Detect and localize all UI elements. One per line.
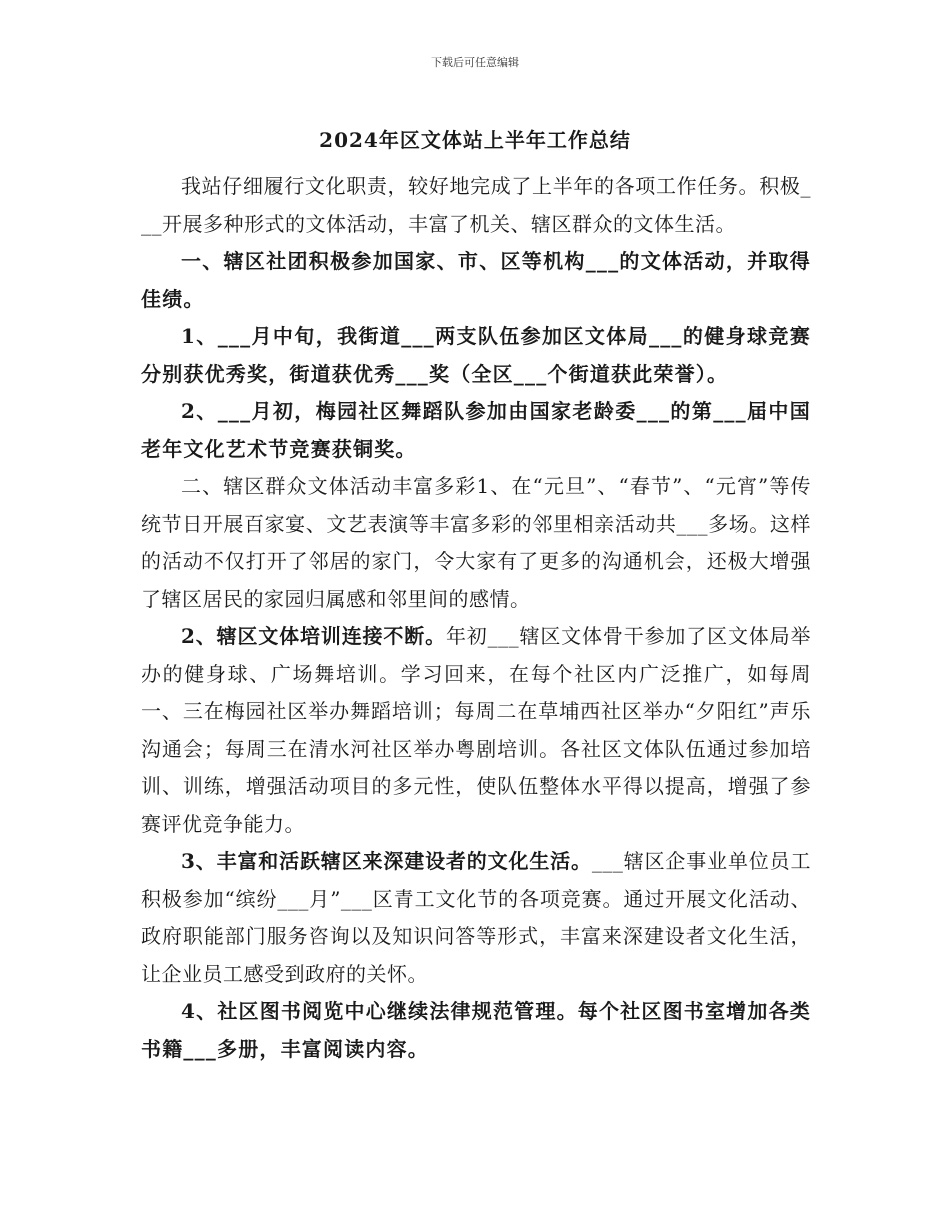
section-two-item-2 [141, 618, 811, 843]
section-two-item-3 [141, 843, 811, 993]
item-2-body: 年初___辖区文体骨干参加了区文体局举办的健身球、广场舞培训。学习回来，在每个社区内广泛推广，如每周一、三在梅园社区举办舞蹈培训；每周二在草埔西社区举办“夕阳红”声乐沟通会；每周三在清水河社区举办粤剧培训。各社区文体队伍通过参加培训、训练，增强活动项目的多元性，使队伍整体水平得以提高，增强了参赛评优竞争能力。 [141, 624, 811, 836]
section-two-paragraph: 二、辖区群众文体活动丰富多彩1、在“元旦”、“春节”、“元宵”等传统节日开展百家宴、文艺表演等丰富多彩的邻里相亲活动共___多场。这样的活动不仅打开了邻居的家门，令大家有了更多的沟通机会，还极大增强了辖区居民的家园归属感和邻里间的感情。 [141, 474, 811, 611]
section-one-item-2: 2、___月初，梅园社区舞蹈队参加由国家老龄委___的第___届中国老年文化艺术节竞赛获铜奖。 [141, 399, 811, 461]
page-header-note: 下载后可任意编辑 [431, 56, 519, 69]
section-two-item-4: 4、社区图书阅览中心继续法律规范管理。每个社区图书室增加各类书籍___多册，丰富阅读内容。 [141, 999, 811, 1061]
intro-paragraph: 我站仔细履行文化职责，较好地完成了上半年的各项工作任务。积极___开展多种形式的文体活动，丰富了机关、辖区群众的文体生活。 [141, 174, 811, 236]
document-body [141, 168, 811, 1068]
document-title: 2024年区文体站上半年工作总结 [319, 128, 631, 152]
item-3-body: ___辖区企事业单位员工积极参加“缤纷___月”___区青工文化节的各项竞赛。通过开展文化活动、政府职能部门服务咨询以及知识问答等形式，丰富来深建设者文化生活，让企业员工感受到政府的关怀。 [141, 849, 812, 986]
section-one-heading: 一、辖区社团积极参加国家、市、区等机构___的文体活动，并取得佳绩。 [141, 249, 811, 311]
item-3-lead: 3、丰富和活跃辖区来深建设者的文化生活。 [181, 849, 592, 873]
section-one-item-1: 1、___月中旬，我街道___两支队伍参加区文体局___的健身球竞赛分别获优秀奖，街道获优秀___奖（全区___个街道获此荣誉）。 [141, 324, 811, 386]
item-2-lead: 2、辖区文体培训连接不断。 [181, 624, 446, 648]
